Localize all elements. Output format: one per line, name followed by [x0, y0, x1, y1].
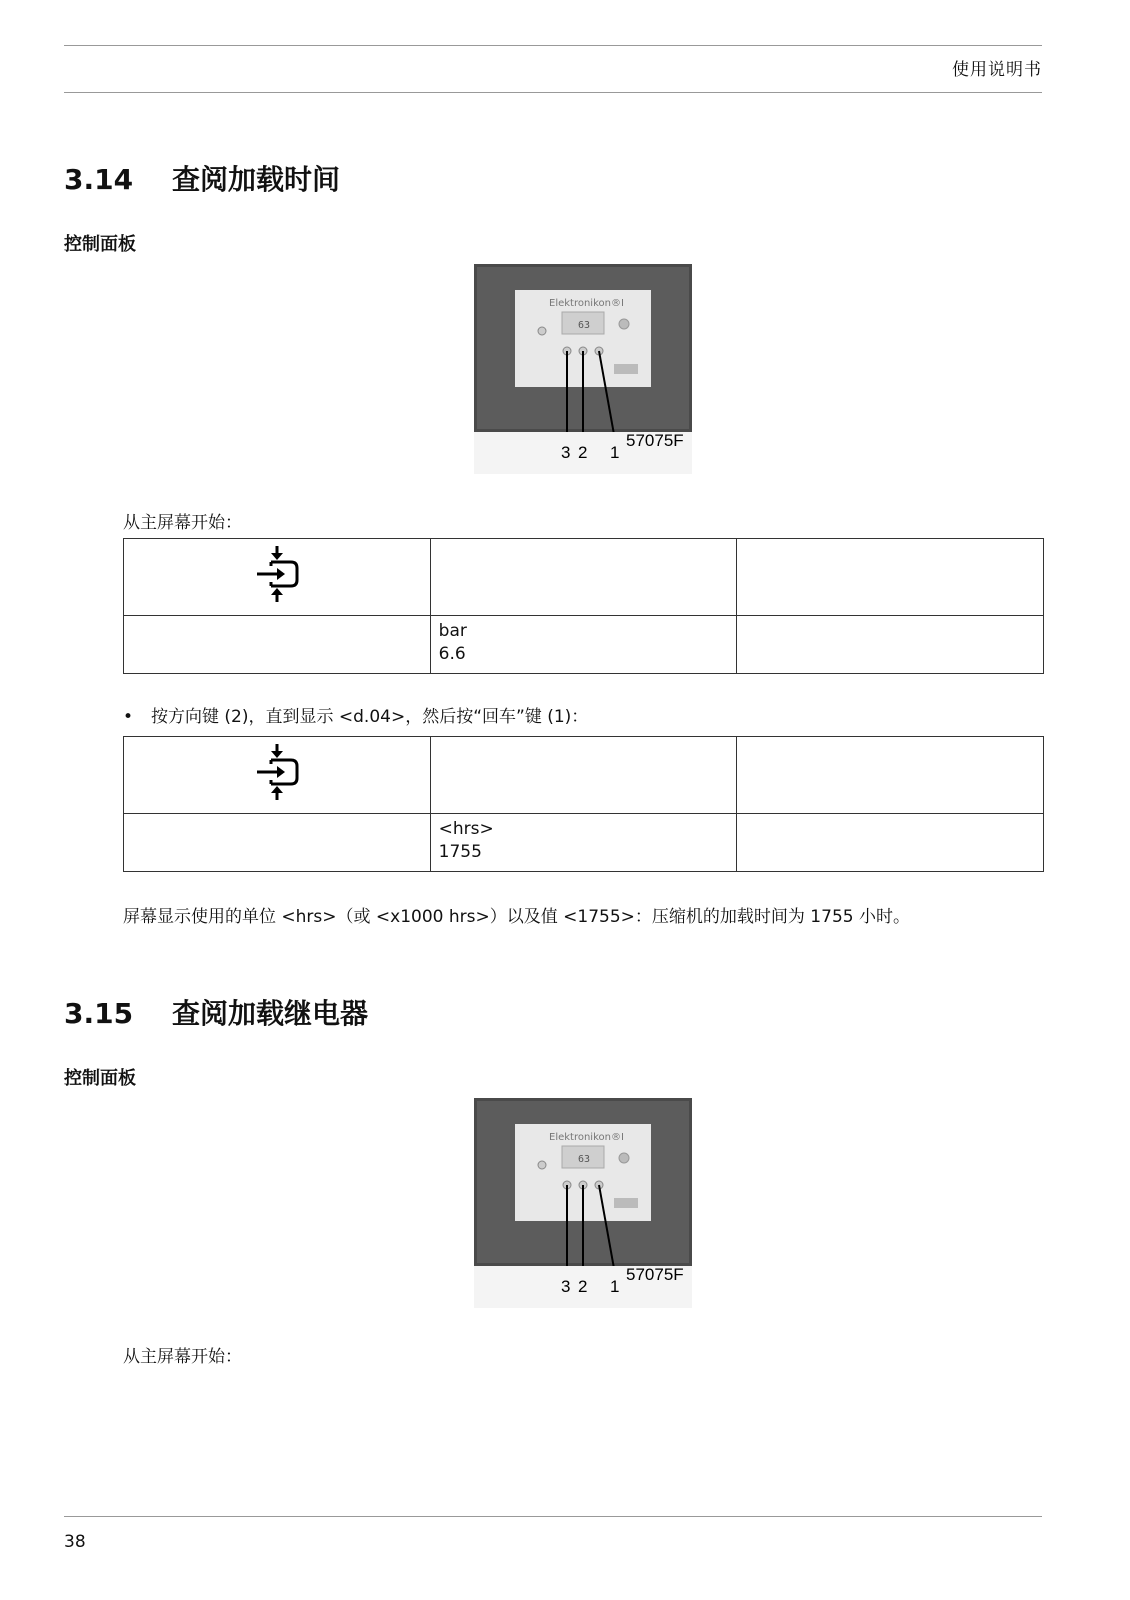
section-heading [64, 158, 340, 198]
image-code: 57075F [626, 431, 684, 450]
table-cell [430, 814, 737, 872]
header-top-rule [64, 45, 1042, 46]
display-table-2 [123, 736, 1044, 872]
callout-2: 2 [578, 443, 588, 462]
table-cell [737, 539, 1044, 616]
display-table-1 [123, 538, 1044, 674]
instruction-text: 按方向键 (2)，直到显示 <d.04>，然后按“回车”键 (1)： [151, 707, 589, 727]
section-number: 3.15 [64, 997, 134, 1030]
table-cell [124, 616, 431, 674]
control-panel-illustration [474, 1098, 692, 1308]
callout-2: 2 [578, 1277, 588, 1296]
subheading: 控制面板 [64, 234, 136, 255]
subheading: 控制面板 [64, 1068, 136, 1089]
bullet-dot: • [123, 707, 134, 727]
loaded-icon [255, 742, 299, 802]
table-cell [737, 737, 1044, 814]
callout-3: 3 [561, 1277, 571, 1296]
section-title: 查阅加载继电器 [172, 997, 369, 1030]
display-value: 63 [578, 320, 591, 331]
table-cell [737, 616, 1044, 674]
footer-rule [64, 1516, 1042, 1517]
table-cell [430, 539, 737, 616]
instruction-bullet [123, 702, 588, 727]
brand-label: Elektronikon®I [549, 1132, 624, 1143]
page-number: 38 [64, 1532, 86, 1552]
value-label: 1755 [438, 842, 482, 862]
document-title: 使用说明书 [952, 60, 1042, 80]
value-label: 6.6 [438, 644, 466, 664]
callout-1: 1 [610, 1277, 620, 1296]
section-title: 查阅加载时间 [172, 163, 341, 196]
display-value: 63 [578, 1154, 591, 1165]
intro-text: 从主屏幕开始： [123, 513, 242, 533]
control-panel-illustration [474, 264, 692, 474]
callout-3: 3 [561, 443, 571, 462]
intro-text: 从主屏幕开始： [123, 1347, 242, 1367]
unit-label: bar [438, 621, 467, 641]
table-cell [430, 616, 737, 674]
control-panel-image [474, 1098, 692, 1308]
section-number: 3.14 [64, 163, 134, 196]
unit-label: <hrs> [438, 819, 494, 839]
callout-1: 1 [610, 443, 620, 462]
header-bottom-rule [64, 92, 1042, 93]
brand-label: Elektronikon®I [549, 298, 624, 309]
image-code: 57075F [626, 1265, 684, 1284]
table-cell [124, 814, 431, 872]
loaded-icon [255, 544, 299, 604]
table-cell [737, 814, 1044, 872]
section-heading [64, 992, 368, 1032]
note-text: 屏幕显示使用的单位 <hrs>（或 <x1000 hrs>）以及值 <1755>：压缩机的加载时间为 1755 小时。 [123, 907, 910, 927]
icon-cell [124, 737, 431, 814]
control-panel-image [474, 264, 692, 474]
table-cell [430, 737, 737, 814]
icon-cell [124, 539, 431, 616]
